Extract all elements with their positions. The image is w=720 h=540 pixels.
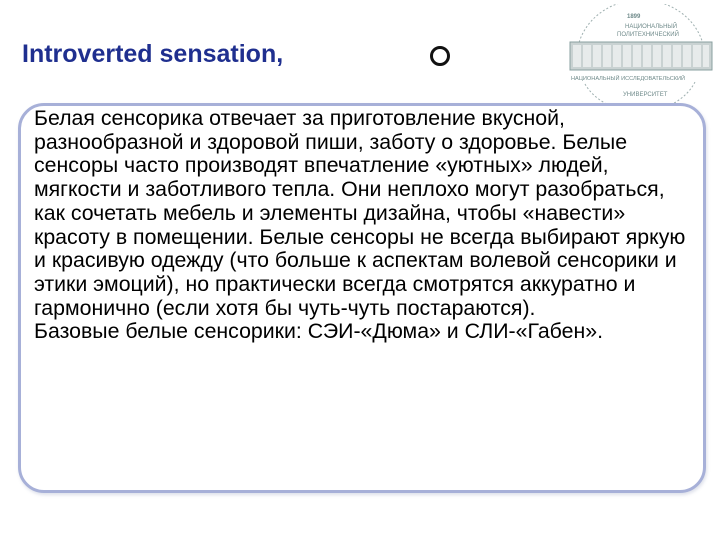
logo-line-2: ПОЛИТЕХНИЧЕСКИЙ [617, 32, 679, 38]
logo-year: 1899 [627, 14, 641, 20]
logo-line-1: НАЦИОНАЛЬНЫЙ [625, 24, 678, 30]
university-logo-graphic [565, 4, 715, 104]
logo-line-4: УНИВЕРСИТЕТ [623, 92, 668, 98]
body-paragraph: Базовые белые сенсорики: СЭИ-«Дюма» и СЛИ-«Габен». [34, 319, 604, 344]
university-logo [565, 4, 715, 104]
logo-line-3: НАЦИОНАЛЬНЫЙ ИССЛЕДОВАТЕЛЬСКИЙ [571, 76, 686, 82]
body-paragraph: Белая сенсорика отвечает за приготовление вкусной, разнообразной и здоровой пиши, заботу о здоровье. Белые сенсоры часто производят впечатление «уютных» людей, мягкости и заботливого тепла. Они неплохо могут разобраться, как сочетать мебель и элементы дизайна, чтобы «навести» красоту в помещении. Белые сенсоры не всегда выбирают яркую и красивую одежду (что больше к аспектам волевой сенсорики и этики эмоций), но практически всегда смотрятся аккуратно и гармонично (если хотя бы чуть-чуть постараются). [34, 106, 686, 320]
slide-title: Introverted sensation, [22, 40, 284, 68]
circle-outline-icon [430, 46, 450, 66]
body-text [34, 107, 699, 344]
